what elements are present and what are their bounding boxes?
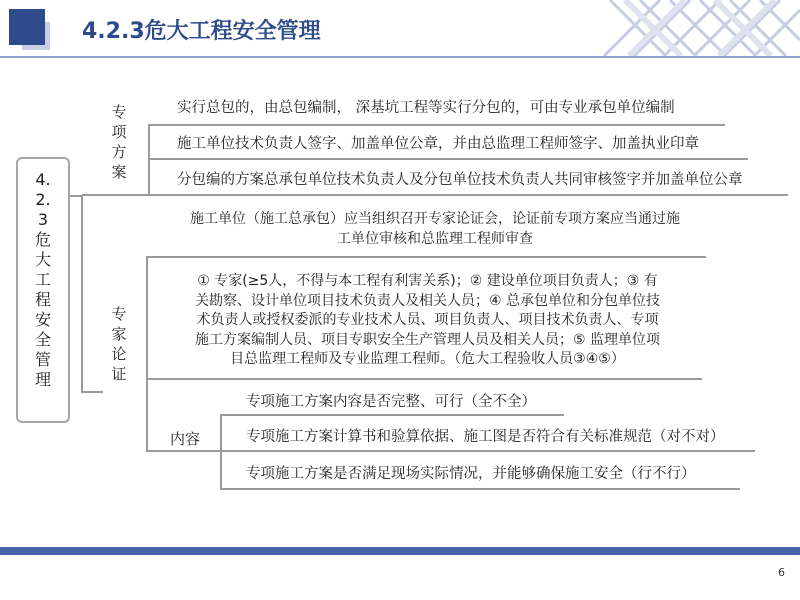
participants-line: 术负责人或授权委派的专业技术人员、项目负责人、项目技术负责人、专项: [196, 312, 659, 328]
title-divider: [0, 56, 800, 58]
footer-bar: [0, 547, 800, 555]
plan-item-2-underline: [148, 158, 748, 160]
page-title: 4.2.3危大工程安全管理: [82, 19, 321, 44]
participants-line: ① 专家(≥5人，不得与本工程有利害关系)；② 建设单位项目负责人；③ 有: [197, 273, 658, 289]
plan-item-3-underline: [148, 194, 788, 196]
plan-item-1: 实行总包的，由总包编制， 深基坑工程等实行分包的，可由专业承包单位编制: [177, 100, 675, 116]
header-accent-square: [9, 9, 45, 45]
plan-item-3: 分包编的方案总承包单位技术负责人及分包单位技术负责人共同审核签字并加盖单位公章: [177, 172, 743, 188]
branch-plan-underline: [82, 194, 149, 196]
root-connector-vertical: [81, 195, 83, 392]
plan-item-1-underline: [148, 124, 725, 126]
root-node-label: 4. 2. 3 危 大 工 程 安 全 管 理: [34, 170, 51, 389]
review-intro: [155, 209, 715, 249]
content-item-2: 专项施工方案计算书和验算依据、施工图是否符合有关标准规范（对不对）: [246, 429, 725, 445]
content-item-3-underline: [220, 488, 740, 490]
content-label-underline: [146, 450, 221, 452]
review-intro-line: 施工单位（施工总承包）应当组织召开专家论证会，论证前专项方案应当通过施: [190, 211, 680, 227]
content-connector-vertical: [146, 378, 148, 451]
plan-item-2: 施工单位技术负责人签字、加盖单位公章，并由总监理工程师签字、加盖执业印章: [177, 136, 699, 152]
branch-label-review: 专 家 论 证: [111, 305, 127, 383]
content-label: 内容: [170, 430, 201, 448]
participants-line: 施工方案编制人员、项目专职安全生产管理人员及相关人员；⑤ 监理单位项: [195, 331, 660, 348]
branch-plan-vertical: [148, 126, 150, 195]
review-participants-underline: [146, 378, 702, 380]
root-connector-review: [81, 391, 103, 393]
review-participants: [155, 272, 700, 370]
page-number: 6: [778, 566, 785, 579]
content-item-2-underline: [220, 450, 755, 452]
content-item-3: 专项施工方案是否满足现场实际情况，并能够确保施工安全（行不行）: [246, 466, 696, 482]
participants-line: 目总监理工程师及专业监理工程师。（危大工程验收人员③④⑤）: [230, 351, 625, 367]
review-intro-underline: [146, 256, 706, 258]
header-decoration-pattern: [600, 0, 800, 56]
content-item-1-underline: [220, 414, 564, 416]
review-intro-line: 工单位审核和总监理工程师审查: [337, 231, 533, 247]
content-item-1: 专项施工方案内容是否完整、可行（全不全）: [246, 394, 536, 410]
branch-label-plan: 专 项 方 案: [111, 103, 127, 181]
participants-line: 关勘察、设计单位项目技术负责人及相关人员；④ 总承包单位和分包单位技: [195, 292, 660, 309]
